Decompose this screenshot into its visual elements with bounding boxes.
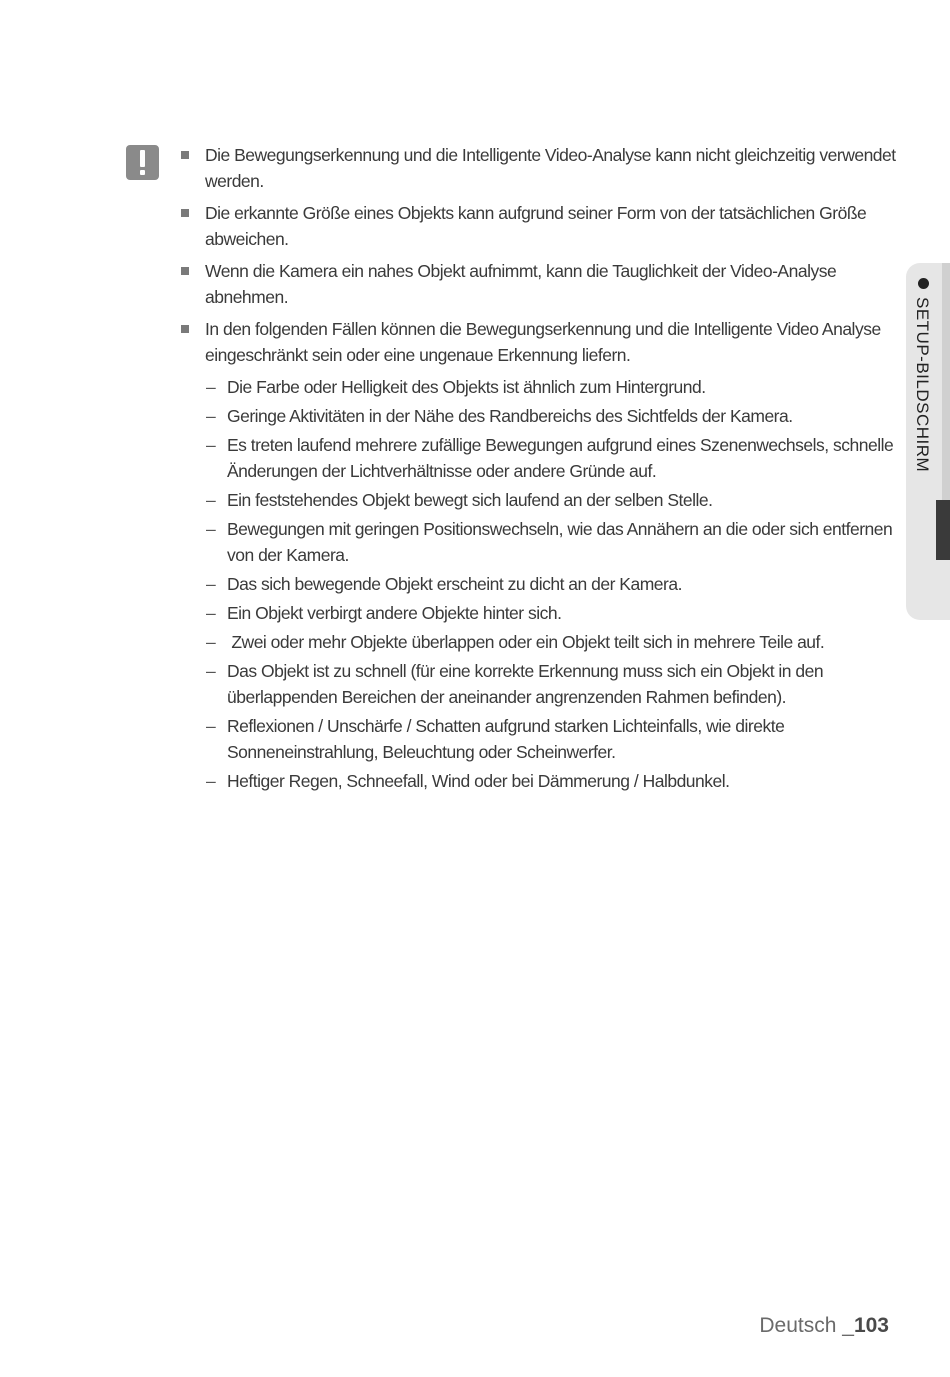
bullet-item	[178, 316, 898, 368]
square-bullet-icon	[181, 151, 189, 159]
bullet-text: In den folgenden Fällen können die Bewegungserkennung und die Intelligente Video Analyse eingeschränkt sein oder eine ungenaue Erkennung liefern.	[205, 319, 881, 365]
condition-item	[178, 487, 898, 513]
condition-item	[178, 571, 898, 597]
condition-item	[178, 629, 898, 655]
bullet-item	[178, 200, 898, 252]
dash-marker: –	[206, 406, 216, 426]
dash-marker: –	[206, 603, 216, 623]
page-footer	[759, 1314, 889, 1338]
condition-item	[178, 713, 898, 765]
condition-item	[178, 432, 898, 484]
dash-marker: –	[206, 519, 216, 539]
square-bullet-icon	[181, 325, 189, 333]
condition-item	[178, 374, 898, 400]
condition-text: Geringe Aktivitäten in der Nähe des Randbereichs des Sichtfelds der Kamera.	[227, 406, 793, 426]
section-label	[912, 278, 932, 498]
bullet-text: Die Bewegungserkennung und die Intelligente Video-Analyse kann nicht gleichzeitig verwendet werden.	[205, 145, 896, 191]
dash-marker: –	[206, 716, 216, 736]
condition-item	[178, 403, 898, 429]
dash-marker: –	[206, 661, 216, 681]
condition-text: Heftiger Regen, Schneefall, Wind oder bei Dämmerung / Halbdunkel.	[227, 771, 730, 791]
condition-item	[178, 600, 898, 626]
condition-item	[178, 658, 898, 710]
dash-marker: –	[206, 632, 216, 652]
condition-text: Das sich bewegende Objekt erscheint zu dicht an der Kamera.	[227, 574, 682, 594]
note-content	[178, 142, 898, 797]
condition-text: Bewegungen mit geringen Positionswechseln, wie das Annähern an die oder sich entfernen von der Kamera.	[227, 519, 893, 565]
condition-text: Zwei oder mehr Objekte überlappen oder ein Objekt teilt sich in mehrere Teile auf.	[227, 632, 825, 652]
bullet-item	[178, 258, 898, 310]
condition-text: Das Objekt ist zu schnell (für eine korrekte Erkennung muss sich ein Objekt in den überlappenden Bereichen der aneinander angrenzenden Rahmen befinden).	[227, 661, 824, 707]
bullet-text: Wenn die Kamera ein nahes Objekt aufnimmt, kann die Tauglichkeit der Video-Analyse abnehmen.	[205, 261, 837, 307]
footer-language: Deutsch _	[759, 1314, 854, 1337]
dash-marker: –	[206, 377, 216, 397]
exclamation-icon	[126, 145, 159, 180]
condition-text: Ein feststehendes Objekt bewegt sich laufend an der selben Stelle.	[227, 490, 713, 510]
bullet-item	[178, 142, 898, 194]
condition-text: Ein Objekt verbirgt andere Objekte hinter sich.	[227, 603, 562, 623]
bullet-text: Die erkannte Größe eines Objekts kann aufgrund seiner Form von der tatsächlichen Größe abweichen.	[205, 203, 867, 249]
page-number: 103	[853, 1314, 889, 1337]
bullet-dot-icon	[918, 278, 929, 289]
condition-item	[178, 768, 898, 794]
condition-item	[178, 516, 898, 568]
dash-marker: –	[206, 490, 216, 510]
dash-marker: –	[206, 435, 216, 455]
tab-marker-strip	[936, 500, 950, 560]
condition-list	[178, 374, 898, 794]
condition-text: Reflexionen / Unschärfe / Schatten aufgrund starken Lichteinfalls, wie direkte Sonneneinstrahlung, Beleuchtung oder Scheinwerfer.	[227, 716, 785, 762]
dash-marker: –	[206, 574, 216, 594]
square-bullet-icon	[181, 209, 189, 217]
square-bullet-icon	[181, 267, 189, 275]
dash-marker: –	[206, 771, 216, 791]
section-label-text: SETUP-BILDSCHIRM	[913, 297, 932, 473]
condition-text: Die Farbe oder Helligkeit des Objekts ist ähnlich zum Hintergrund.	[227, 377, 706, 397]
tab-accent-strip	[942, 263, 950, 500]
condition-text: Es treten laufend mehrere zufällige Bewegungen aufgrund eines Szenenwechsels, schnelle Änderungen der Lichtverhältnisse oder andere Gründe auf.	[227, 435, 894, 481]
